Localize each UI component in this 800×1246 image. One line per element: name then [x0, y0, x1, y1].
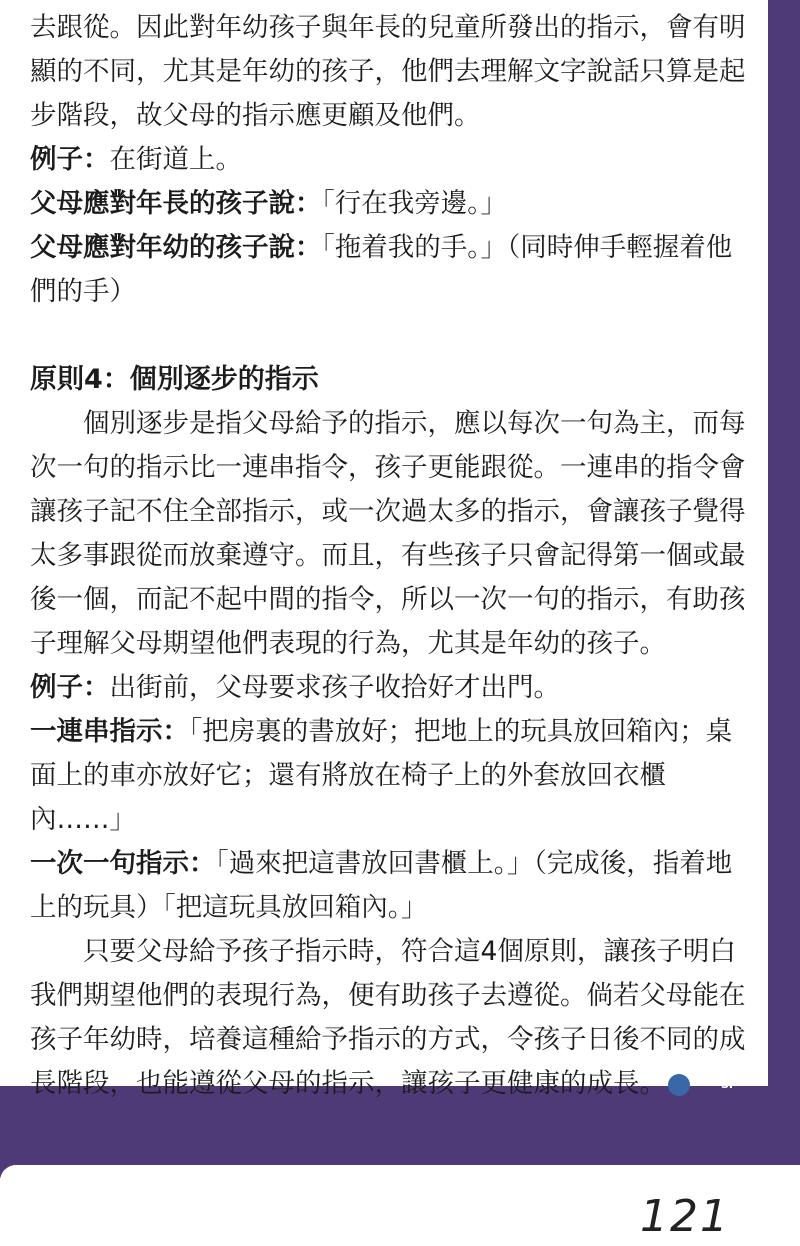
example-2	[30, 666, 756, 710]
section-spacer	[30, 314, 756, 358]
section-paragraph: 個別逐步是指父母給予的指示，應以每次一句為主，而每次一句的指示比一連串指令，孩子更能跟從。一連串的指令會讓孩子記不住全部指示，或一次過太多的指示，會讓孩子覺得太多事跟從而放棄遵守。而且，有些孩子只會記得第一個或最後一個，而記不起中間的指令，所以一次一句的指示，有助孩子理解父母期望他們表現的行為，尤其是年幼的孩子。	[30, 408, 746, 659]
single-instruction-label: 一次一句指示：	[30, 848, 216, 879]
example-label: 例子：	[30, 144, 110, 175]
younger-child-label: 父母應對年幼的孩子說：	[30, 232, 322, 263]
single-instruction-text: 「過來把這書放回書櫃上。」（完成後，指着地上的玩具）「把這玩具放回箱內。」	[30, 848, 733, 923]
series-instruction	[30, 710, 756, 842]
article-body	[30, 6, 756, 1106]
younger-child-line	[30, 226, 756, 314]
series-instruction-text: 「把房裏的書放好；把地上的玩具放回箱內；桌面上的車亦放好它；還有將放在椅子上的外套放回衣櫃內……」	[30, 716, 733, 835]
conclusion-paragraph	[30, 930, 756, 1106]
example-1	[30, 138, 756, 182]
older-child-label: 父母應對年長的孩子說：	[30, 188, 322, 219]
example-text: 出街前，父母要求孩子收拾好才出門。	[109, 672, 560, 703]
example-label: 例子：	[30, 672, 110, 703]
page-number: 121	[640, 1191, 730, 1242]
sp-logo-icon: SP	[668, 1074, 690, 1096]
purple-side-stripe	[768, 0, 800, 1100]
series-instruction-label: 一連串指示：	[30, 716, 189, 747]
single-instruction	[30, 842, 756, 930]
section-heading: 原則4：個別逐步的指示	[30, 364, 319, 395]
younger-child-text: 「拖着我的手。」（同時伸手輕握着他們的手）	[30, 232, 733, 307]
intro-paragraph: 去跟從。因此對年幼孩子與年長的兒童所發出的指示，會有明顯的不同，尤其是年幼的孩子，他們去理解文字說話只算是起步階段，故父母的指示應更顧及他們。	[30, 12, 746, 131]
older-child-text: 「行在我旁邊。」	[321, 188, 507, 219]
conclusion-text: 只要父母給予孩子指示時，符合這4個原則，讓孩子明白我們期望他們的表現行為，便有助孩子去遵從。倘若父母能在孩子年幼時，培養這種給予指示的方式，令孩子日後不同的成長階段，也能遵從父母的指示，讓孩子更健康的成長。	[30, 936, 746, 1099]
example-text: 在街道上。	[109, 144, 242, 175]
older-child-line	[30, 182, 756, 226]
